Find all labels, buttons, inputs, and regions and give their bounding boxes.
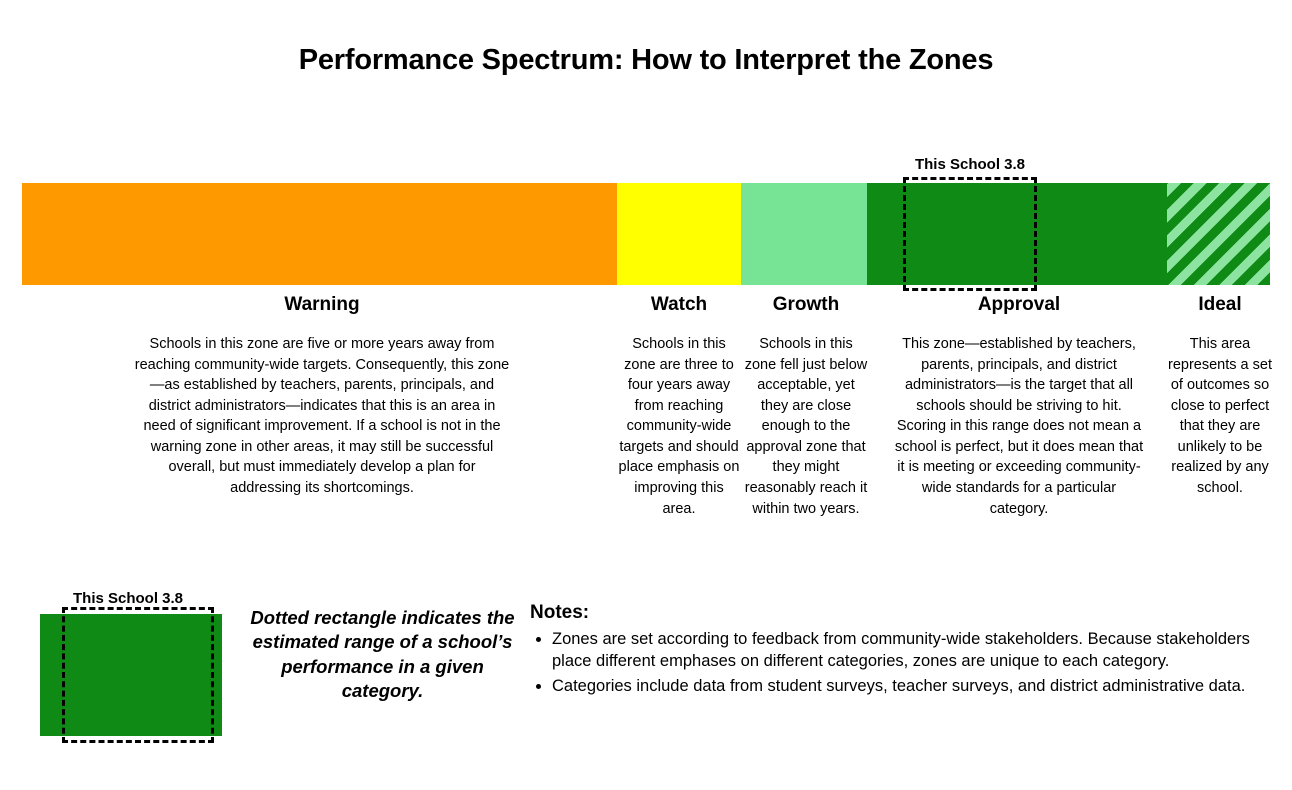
zone-band-growth [741,183,867,285]
zone-column-watch [617,294,741,519]
list-item: • Categories include data from student surveys, teacher surveys, and district administrative data. [552,675,1250,697]
zone-description-growth: Schools in this zone fell just below acceptable, yet they are close enough to the approval zone that they might reasonably reach it within two years. [744,336,868,517]
zone-title-warning: Warning [284,294,360,315]
zone-title-approval: Approval [977,294,1061,315]
zone-column-warning [132,294,512,499]
school-score-label: This School 3.8 [914,156,1026,173]
legend-caption: Dotted rectangle indicates the estimated range of a school’s performance in a given category. [250,607,515,702]
zone-column-growth [744,294,868,519]
zone-description-watch: Schools in this zone are three to four years away from reaching community-wide targets and should place emphasis on improving this area. [618,336,740,517]
zone-title-ideal: Ideal [1198,294,1242,315]
legend-dotted-rectangle [62,607,214,743]
notes-list [530,628,1250,697]
zone-band-watch [617,183,741,285]
legend-marker-label: This School 3.8 [73,590,184,607]
list-item: • Zones are set according to feedback from community-wide stakeholders. Because stakeholders place different emphases on different categories, zones are unique to each category. [552,628,1250,673]
zone-description-ideal: This area represents a set of outcomes so close to perfect that they are unlikely to be realized by any school. [1168,336,1272,497]
zone-column-ideal [1168,294,1272,499]
zone-title-watch: Watch [650,294,708,315]
school-range-marker [903,177,1037,291]
zone-column-approval [891,294,1147,519]
notes-section [530,602,1250,699]
zone-description-warning: Schools in this zone are five or more years away from reaching community-wide targets. Consequently, this zone—as established by teachers, parents, principals, and district administrators—indicates that this is an area in need of significant improvement. If a school is not in the warning zone in other areas, it may still be successful overall, but must immediately develop a plan for addressing its shortcomings. [134,336,510,497]
page-title: Performance Spectrum: How to Interpret the Zones [298,44,994,76]
notes-title: Notes: [530,602,590,623]
zone-band-ideal [1167,183,1270,285]
zone-band-warning [22,183,617,285]
performance-spectrum-bar [22,156,1270,285]
zone-description-approval: This zone—established by teachers, parents, principals, and district administrators—is the target that all schools should be striving to hit. Scoring in this range does not mean a school is perfect, but it does mean that it is meeting or exceeding community-wide standards for a particular category. [894,336,1144,517]
zone-title-growth: Growth [772,294,840,315]
